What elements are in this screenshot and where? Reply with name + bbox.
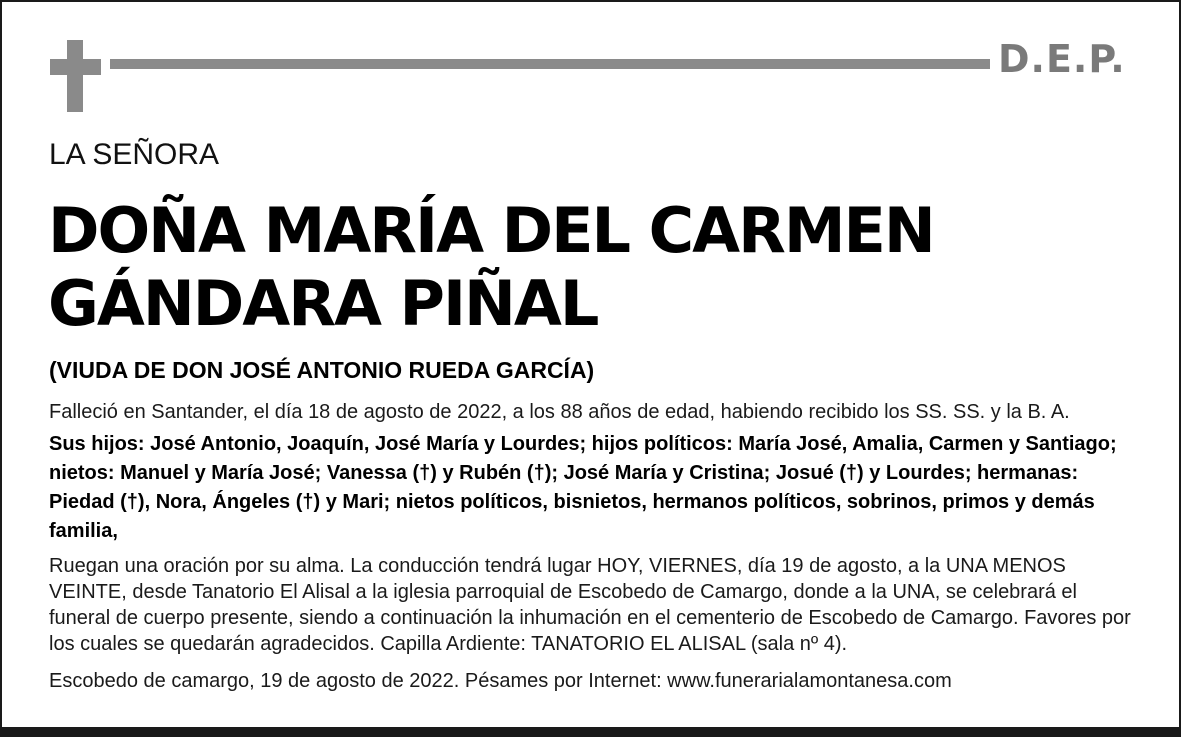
deceased-name-line-1: DOÑA MARÍA DEL CARMEN [48,194,934,267]
cross-icon [50,40,101,112]
service-details: Ruegan una oración por su alma. La conducción tendrá lugar HOY, VIERNES, día 19 de agosto, a la UNA MENOS VEINTE, desde Tanatorio El Alisal a la iglesia parroquial de Escobedo de Camargo, donde a la UNA, se celebrará el funeral de cuerpo presente, siendo a continuación la inhumación en el cementerio de Escobedo de Camargo. Favores por los cuales se quedarán agradecidos. Capilla Ardiente: TANATORIO EL ALISAL (sala nº 4). [49,555,1131,655]
deceased-name [48,194,934,340]
header-rule [110,59,990,69]
intro-title: LA SEÑORA [49,138,220,171]
dep-label: D.E.P. [998,37,1126,81]
deceased-name-line-2: GÁNDARA PIÑAL [48,267,598,340]
widow-of-text: (VIUDA DE DON JOSÉ ANTONIO RUEDA GARCÍA) [49,357,595,383]
family-list: Sus hijos: José Antonio, Joaquín, José María y Lourdes; hijos políticos: María José, Amalia, Carmen y Santiago; nietos: Manuel y María José; Vanessa (†) y Rubén (†); José María y Cristina; Josué (†) y Lourdes; hermanas: Piedad (†), Nora, Ángeles (†) y Mari; nietos políticos, bisnietos, hermanos políticos, sobrinos, primos y demás familia, [49,433,1117,542]
death-announcement: Falleció en Santander, el día 18 de agosto de 2022, a los 88 años de edad, habiendo recibido los SS. SS. y la B. A. [49,401,1070,423]
closing-line: Escobedo de camargo, 19 de agosto de 2022. Pésames por Internet: www.funerarialamontanesa.com [49,670,952,692]
